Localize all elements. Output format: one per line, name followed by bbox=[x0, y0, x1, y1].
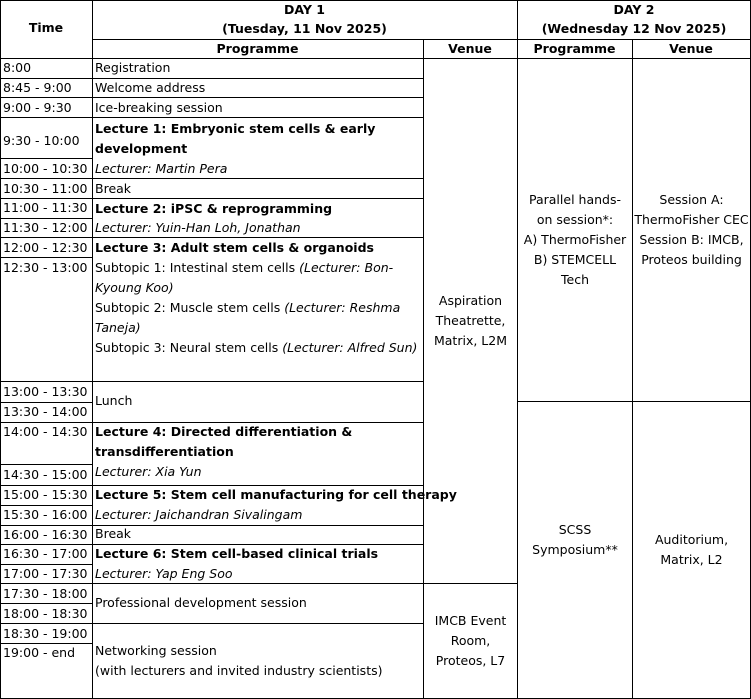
lecture4-title-cont: transdifferentiation bbox=[95, 444, 234, 459]
time-slot: 12:00 - 12:30 bbox=[3, 240, 88, 255]
time-slot: 13:30 - 14:00 bbox=[3, 404, 88, 419]
day2-title: DAY 2 bbox=[613, 2, 655, 17]
subtopic2 bbox=[95, 298, 400, 318]
subtopic1-lecturer: (Lecturer: Bon- bbox=[299, 260, 394, 275]
time-slot: 16:30 - 17:00 bbox=[3, 546, 88, 561]
time-slot: 8:45 - 9:00 bbox=[3, 80, 72, 95]
time-slot: 8:00 bbox=[3, 60, 32, 75]
row-divider bbox=[517, 401, 751, 402]
handson-venue-line4: Proteos building bbox=[641, 252, 742, 267]
symposium-venue-line2: Matrix, L2 bbox=[660, 552, 723, 567]
time-slot: 10:30 - 11:00 bbox=[3, 181, 88, 196]
subtopic1-text: Subtopic 1: Intestinal stem cells bbox=[95, 260, 300, 275]
lecture5-title: Lecture 5: Stem cell manufacturing for cell therapy bbox=[95, 487, 457, 502]
registration-item: Registration bbox=[95, 60, 171, 75]
day2-date: (Wednesday 12 Nov 2025) bbox=[541, 21, 727, 36]
break-item: Break bbox=[95, 181, 132, 196]
handson-line1: Parallel hands- bbox=[529, 192, 621, 207]
handson-line4: B) STEMCELL Tech bbox=[533, 252, 617, 287]
lecture5-lecturer: Lecturer: Jaichandran Sivalingam bbox=[95, 507, 303, 522]
lecture4-title: Lecture 4: Directed differentiation & bbox=[95, 424, 353, 439]
lecture1-lecturer: Lecturer: Martin Pera bbox=[95, 161, 228, 176]
day2-programme-header: Programme bbox=[533, 41, 616, 56]
lecture3-title: Lecture 3: Adult stem cells & organoids bbox=[95, 240, 374, 255]
row-divider bbox=[92, 623, 424, 624]
time-slot: 18:00 - 18:30 bbox=[3, 606, 88, 621]
welcome-item: Welcome address bbox=[95, 80, 206, 95]
time-column-header: Time bbox=[28, 20, 64, 35]
day1-date: (Tuesday, 11 Nov 2025) bbox=[222, 21, 387, 36]
subtopic2-lecturer-cont: Taneja) bbox=[95, 320, 141, 335]
lecture6-lecturer: Lecturer: Yap Eng Soo bbox=[95, 566, 233, 581]
day2-venue-header: Venue bbox=[669, 41, 713, 56]
lunch-item: Lunch bbox=[95, 393, 133, 408]
symposium-venue-line1: Auditorium, bbox=[654, 532, 729, 547]
handson-line3: A) ThermoFisher bbox=[523, 232, 627, 247]
day1-programme-header: Programme bbox=[216, 41, 299, 56]
table-border bbox=[0, 0, 1, 699]
time-slot: 11:30 - 12:00 bbox=[3, 220, 88, 235]
time-slot: 15:30 - 16:00 bbox=[3, 507, 88, 522]
networking-item: Networking session bbox=[95, 643, 217, 658]
time-slot: 13:00 - 13:30 bbox=[3, 384, 88, 399]
venue-evening-line1: IMCB Event bbox=[434, 613, 507, 628]
subtopic1 bbox=[95, 258, 393, 278]
profdev-item: Professional development session bbox=[95, 595, 307, 610]
symposium-line1: SCSS bbox=[558, 522, 592, 537]
icebreak-item: Ice-breaking session bbox=[95, 100, 223, 115]
handson-line2: on session*: bbox=[536, 212, 614, 227]
subtopic1-lecturer-cont: Kyoung Koo) bbox=[95, 280, 174, 295]
time-slot: 17:30 - 18:00 bbox=[3, 586, 88, 601]
time-slot: 14:30 - 15:00 bbox=[3, 467, 88, 482]
venue-main-line3: Matrix, L2M bbox=[433, 333, 507, 348]
time-slot: 10:00 - 10:30 bbox=[3, 161, 88, 176]
lecture4-lecturer: Lecturer: Xia Yun bbox=[95, 464, 202, 479]
time-slot: 18:30 - 19:00 bbox=[3, 626, 88, 641]
lecture6-title: Lecture 6: Stem cell-based clinical trials bbox=[95, 546, 379, 561]
subtopic2-text: Subtopic 2: Muscle stem cells bbox=[95, 300, 285, 315]
subtopic3 bbox=[95, 338, 417, 358]
time-slot: 17:00 - 17:30 bbox=[3, 566, 88, 581]
subtopic2-lecturer: (Lecturer: Reshma bbox=[284, 300, 401, 315]
column-divider bbox=[517, 0, 518, 699]
subtopic3-lecturer: (Lecturer: Alfred Sun) bbox=[282, 340, 418, 355]
handson-venue-line1: Session A: bbox=[659, 192, 724, 207]
column-divider bbox=[92, 0, 93, 699]
handson-venue-line2: ThermoFisher CEC bbox=[634, 212, 749, 227]
column-divider bbox=[632, 39, 633, 699]
lecture2-lecturer: Lecturer: Yuin-Han Loh, Jonathan bbox=[95, 220, 301, 235]
symposium-line2: Symposium** bbox=[532, 542, 618, 557]
break-item: Break bbox=[95, 526, 132, 541]
venue-evening-line2: Room, bbox=[450, 633, 491, 648]
venue-main-line1: Aspiration bbox=[438, 293, 503, 308]
row-divider bbox=[92, 525, 424, 526]
lecture2-title: Lecture 2: iPSC & reprogramming bbox=[95, 201, 333, 216]
lecture1-title-cont: development bbox=[95, 141, 188, 156]
time-slot: 9:00 - 9:30 bbox=[3, 100, 72, 115]
time-slot: 12:30 - 13:00 bbox=[3, 260, 88, 275]
time-slot: 16:00 - 16:30 bbox=[3, 527, 88, 542]
time-slot: 15:00 - 15:30 bbox=[3, 487, 88, 502]
time-slot: 14:00 - 14:30 bbox=[3, 424, 88, 439]
venue-main-line2: Theatrette, bbox=[435, 313, 506, 328]
networking-item-detail: (with lecturers and invited industry scientists) bbox=[95, 663, 383, 678]
column-divider bbox=[423, 39, 424, 699]
day1-venue-header: Venue bbox=[448, 41, 492, 56]
time-slot: 9:30 - 10:00 bbox=[3, 133, 80, 148]
time-slot: 19:00 - end bbox=[3, 645, 76, 660]
day1-title: DAY 1 bbox=[284, 2, 325, 17]
time-slot: 11:00 - 11:30 bbox=[3, 200, 88, 215]
subtopic3-text: Subtopic 3: Neural stem cells bbox=[95, 340, 283, 355]
lecture1-title: Lecture 1: Embryonic stem cells & early bbox=[95, 121, 376, 136]
handson-venue-line3: Session B: IMCB, bbox=[639, 232, 744, 247]
row-divider bbox=[92, 381, 424, 382]
venue-evening-line3: Proteos, L7 bbox=[435, 653, 506, 668]
